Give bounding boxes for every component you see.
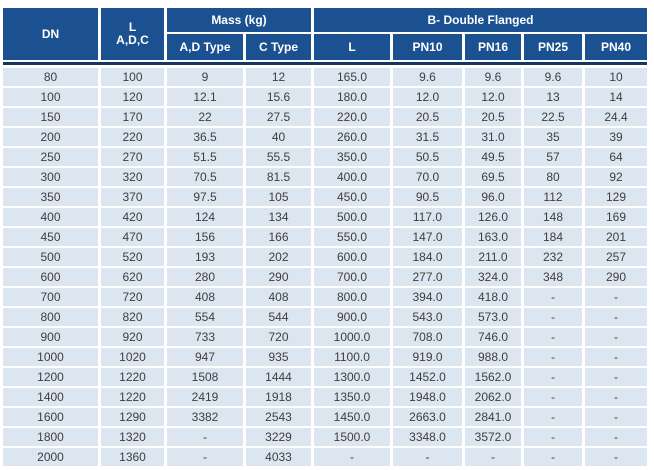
table-cell: - — [524, 368, 582, 386]
table-cell: - — [524, 408, 582, 426]
table-cell: 90.5 — [393, 188, 462, 206]
table-cell: - — [585, 388, 647, 406]
table-cell: 31.0 — [465, 128, 521, 146]
table-cell: - — [585, 428, 647, 446]
table-cell: 800.0 — [314, 288, 390, 306]
table-cell: 746.0 — [465, 328, 521, 346]
table-cell: - — [167, 428, 243, 446]
table-cell: - — [585, 408, 647, 426]
table-cell: 1020 — [101, 348, 164, 366]
table-cell: 2663.0 — [393, 408, 462, 426]
table-cell: - — [524, 308, 582, 326]
table-cell: 1450.0 — [314, 408, 390, 426]
table-cell: 129 — [585, 188, 647, 206]
table-cell: 988.0 — [465, 348, 521, 366]
table-body — [3, 68, 647, 466]
table-cell: 14 — [585, 88, 647, 106]
table-cell: 220 — [101, 128, 164, 146]
table-cell: 166 — [246, 228, 311, 246]
table-cell: 544 — [246, 308, 311, 326]
table-cell: 3229 — [246, 428, 311, 446]
table-cell: 1000.0 — [314, 328, 390, 346]
table-cell: 1948.0 — [393, 388, 462, 406]
table-cell: 1350.0 — [314, 388, 390, 406]
table-cell: - — [585, 308, 647, 326]
table-cell: 134 — [246, 208, 311, 226]
header-pn40: PN40 — [585, 34, 647, 60]
table-cell: 2841.0 — [465, 408, 521, 426]
table-cell: 12.0 — [393, 88, 462, 106]
header-double-flanged-group: B- Double Flanged — [314, 8, 647, 32]
table-cell: 733 — [167, 328, 243, 346]
table-cell: 450 — [3, 228, 98, 246]
table-cell: 40 — [246, 128, 311, 146]
table-cell: 100 — [3, 88, 98, 106]
table-cell: 800 — [3, 308, 98, 326]
table-cell: 4033 — [246, 448, 311, 466]
table-cell: 400 — [3, 208, 98, 226]
table-cell: 80 — [524, 168, 582, 186]
table-cell: 300 — [3, 168, 98, 186]
table-cell: - — [585, 288, 647, 306]
table-cell: 520 — [101, 248, 164, 266]
table-cell: 96.0 — [465, 188, 521, 206]
table-cell: 290 — [246, 268, 311, 286]
table-cell: 700 — [3, 288, 98, 306]
table-cell: 147.0 — [393, 228, 462, 246]
table-cell: 148 — [524, 208, 582, 226]
table-cell: 70.0 — [393, 168, 462, 186]
table-cell: 9 — [167, 68, 243, 86]
table-cell: 27.5 — [246, 108, 311, 126]
table-cell: 2419 — [167, 388, 243, 406]
table-cell: 260.0 — [314, 128, 390, 146]
table-cell: 9.6 — [524, 68, 582, 86]
table-cell: 900 — [3, 328, 98, 346]
table-cell: 1000 — [3, 348, 98, 366]
table-cell: 12.1 — [167, 88, 243, 106]
table-cell: 184.0 — [393, 248, 462, 266]
table-cell: 2000 — [3, 448, 98, 466]
table-cell: 370 — [101, 188, 164, 206]
table-cell: 250 — [3, 148, 98, 166]
table-cell: 3572.0 — [465, 428, 521, 446]
table-cell: - — [314, 448, 390, 466]
table-cell: 69.5 — [465, 168, 521, 186]
table-cell: - — [524, 288, 582, 306]
table-cell: 35 — [524, 128, 582, 146]
table-cell: - — [585, 328, 647, 346]
table-cell: 124 — [167, 208, 243, 226]
table-cell: 1918 — [246, 388, 311, 406]
table-cell: 156 — [167, 228, 243, 246]
table-cell: 280 — [167, 268, 243, 286]
table-cell: 1500.0 — [314, 428, 390, 446]
table-cell: 57 — [524, 148, 582, 166]
table-cell: 50.5 — [393, 148, 462, 166]
header-divider — [3, 62, 647, 65]
table-cell: 211.0 — [465, 248, 521, 266]
table-cell: 919.0 — [393, 348, 462, 366]
table-cell: 600 — [3, 268, 98, 286]
table-cell: 543.0 — [393, 308, 462, 326]
header-l-adc — [101, 8, 164, 60]
table-cell: 1200 — [3, 368, 98, 386]
table-cell: 117.0 — [393, 208, 462, 226]
table-cell: 81.5 — [246, 168, 311, 186]
table-cell: 180.0 — [314, 88, 390, 106]
table-header — [3, 8, 647, 60]
table-cell: 92 — [585, 168, 647, 186]
table-cell: 39 — [585, 128, 647, 146]
table-cell: 201 — [585, 228, 647, 246]
table-cell: 1320 — [101, 428, 164, 446]
header-mass-group: Mass (kg) — [167, 8, 311, 32]
table-cell: 820 — [101, 308, 164, 326]
table-cell: 165.0 — [314, 68, 390, 86]
table-cell: 2062.0 — [465, 388, 521, 406]
table-cell: 12 — [246, 68, 311, 86]
table-cell: 31.5 — [393, 128, 462, 146]
table-cell: 220.0 — [314, 108, 390, 126]
table-cell: 277.0 — [393, 268, 462, 286]
header-c-type: C Type — [246, 34, 311, 60]
table-cell: 1100.0 — [314, 348, 390, 366]
table-cell: 169 — [585, 208, 647, 226]
table-cell: 1220 — [101, 388, 164, 406]
table-cell: 13 — [524, 88, 582, 106]
table-cell: 112 — [524, 188, 582, 206]
table-cell: 120 — [101, 88, 164, 106]
table-cell: 9.6 — [393, 68, 462, 86]
header-ad-type: A,D Type — [167, 34, 243, 60]
table-cell: 290 — [585, 268, 647, 286]
table-cell: 202 — [246, 248, 311, 266]
table-cell: 573.0 — [465, 308, 521, 326]
table-cell: 3382 — [167, 408, 243, 426]
table-cell: 163.0 — [465, 228, 521, 246]
table-cell: 22.5 — [524, 108, 582, 126]
table-cell: - — [524, 348, 582, 366]
table-cell: - — [524, 388, 582, 406]
table-cell: 600.0 — [314, 248, 390, 266]
table-cell: - — [465, 448, 521, 466]
table-cell: 1290 — [101, 408, 164, 426]
table-cell: 80 — [3, 68, 98, 86]
table-cell: 9.6 — [465, 68, 521, 86]
header-l-adc-line1: L — [128, 20, 137, 34]
table-cell: 3348.0 — [393, 428, 462, 446]
table-cell: 100 — [101, 68, 164, 86]
table-cell: 420 — [101, 208, 164, 226]
table-cell: 270 — [101, 148, 164, 166]
table-cell: 15.6 — [246, 88, 311, 106]
table-cell: - — [524, 328, 582, 346]
header-flanged-l: L — [314, 34, 390, 60]
table-cell: - — [585, 368, 647, 386]
header-pn16: PN16 — [465, 34, 521, 60]
table-cell: 1300.0 — [314, 368, 390, 386]
table-cell: 320 — [101, 168, 164, 186]
table-cell: 184 — [524, 228, 582, 246]
header-pn10: PN10 — [393, 34, 462, 60]
table-cell: 450.0 — [314, 188, 390, 206]
table-cell: - — [524, 448, 582, 466]
table-cell: 1444 — [246, 368, 311, 386]
table-cell: 12.0 — [465, 88, 521, 106]
table-cell: 70.5 — [167, 168, 243, 186]
table-cell: 470 — [101, 228, 164, 246]
table-cell: 193 — [167, 248, 243, 266]
table-cell: 935 — [246, 348, 311, 366]
table-cell: 348 — [524, 268, 582, 286]
table-cell: - — [393, 448, 462, 466]
table-cell: 105 — [246, 188, 311, 206]
table-cell: - — [167, 448, 243, 466]
table-cell: 350 — [3, 188, 98, 206]
table-cell: 947 — [167, 348, 243, 366]
table-cell: 720 — [246, 328, 311, 346]
table-cell: 500.0 — [314, 208, 390, 226]
table-cell: 500 — [3, 248, 98, 266]
table-cell: - — [585, 448, 647, 466]
header-l-adc-line2: A,D,C — [116, 33, 149, 47]
table-cell: 200 — [3, 128, 98, 146]
table-cell: 1508 — [167, 368, 243, 386]
table-cell: 36.5 — [167, 128, 243, 146]
table-cell: 620 — [101, 268, 164, 286]
table-cell: 408 — [167, 288, 243, 306]
table-cell: 324.0 — [465, 268, 521, 286]
table-cell: 20.5 — [393, 108, 462, 126]
table-cell: 55.5 — [246, 148, 311, 166]
table-cell: 24.4 — [585, 108, 647, 126]
table-cell: 97.5 — [167, 188, 243, 206]
table-cell: 1400 — [3, 388, 98, 406]
table-cell: - — [585, 348, 647, 366]
table-cell: 554 — [167, 308, 243, 326]
table-cell: 257 — [585, 248, 647, 266]
table-cell: 400.0 — [314, 168, 390, 186]
table-cell: 22 — [167, 108, 243, 126]
table-cell: 350.0 — [314, 148, 390, 166]
table-cell: 708.0 — [393, 328, 462, 346]
table-cell: 394.0 — [393, 288, 462, 306]
table-cell: 920 — [101, 328, 164, 346]
table-cell: 1360 — [101, 448, 164, 466]
table-cell: 64 — [585, 148, 647, 166]
table-cell: 1452.0 — [393, 368, 462, 386]
table-cell: 49.5 — [465, 148, 521, 166]
table-cell: - — [524, 428, 582, 446]
table-cell: 2543 — [246, 408, 311, 426]
table-cell: 720 — [101, 288, 164, 306]
header-pn25: PN25 — [524, 34, 582, 60]
table-cell: 1600 — [3, 408, 98, 426]
table-cell: 1562.0 — [465, 368, 521, 386]
table-cell: 700.0 — [314, 268, 390, 286]
table-cell: 418.0 — [465, 288, 521, 306]
table-cell: 150 — [3, 108, 98, 126]
table-cell: 51.5 — [167, 148, 243, 166]
table-cell: 408 — [246, 288, 311, 306]
table-cell: 20.5 — [465, 108, 521, 126]
table-cell: 10 — [585, 68, 647, 86]
table-cell: 1220 — [101, 368, 164, 386]
table-cell: 1800 — [3, 428, 98, 446]
table-cell: 550.0 — [314, 228, 390, 246]
table-cell: 232 — [524, 248, 582, 266]
table-cell: 170 — [101, 108, 164, 126]
header-dn: DN — [3, 8, 98, 60]
table-cell: 126.0 — [465, 208, 521, 226]
table-cell: 900.0 — [314, 308, 390, 326]
